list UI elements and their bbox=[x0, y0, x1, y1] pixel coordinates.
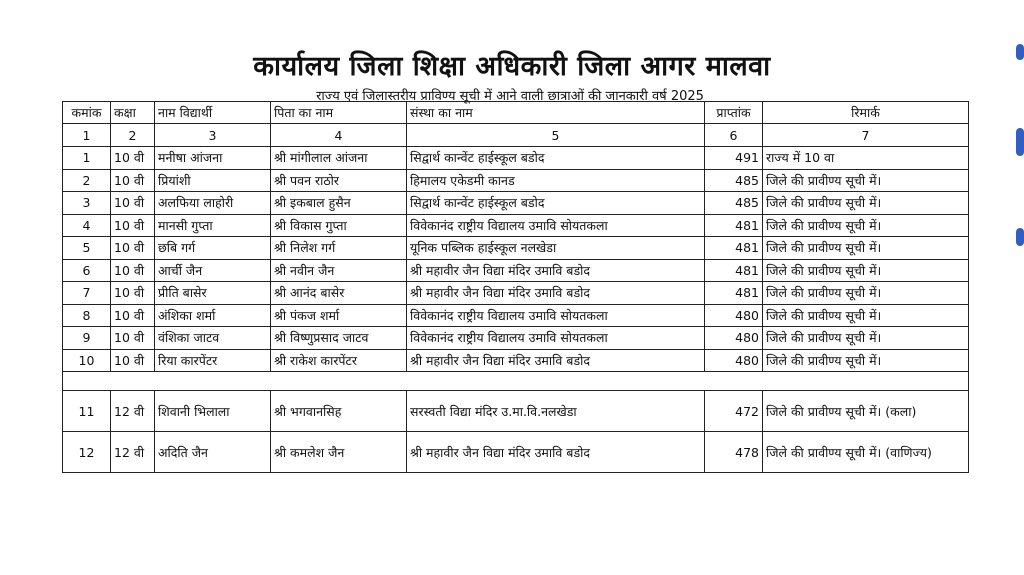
cell-student-name: मनीषा आंजना bbox=[155, 147, 271, 170]
cell-student-name: अलफिया लाहोरी bbox=[155, 192, 271, 215]
cell-class: 10 वी bbox=[111, 327, 155, 350]
table-row bbox=[63, 349, 969, 372]
cell-sno: 1 bbox=[63, 147, 111, 170]
cell-school-name: हिमालय एकेडमी कानड bbox=[407, 169, 705, 192]
cell-father-name: श्री कमलेश जैन bbox=[271, 432, 407, 473]
cell-remark: जिले की प्रावीण्य सूची में। bbox=[763, 237, 969, 260]
cell-school-name: श्री महावीर जैन विद्या मंदिर उमावि बडोद bbox=[407, 432, 705, 473]
column-number: 1 bbox=[63, 124, 111, 147]
table-row bbox=[63, 259, 969, 282]
cell-marks: 480 bbox=[705, 304, 763, 327]
cell-remark: जिले की प्रावीण्य सूची में। bbox=[763, 304, 969, 327]
cell-class: 10 वी bbox=[111, 214, 155, 237]
cell-student-name: रिया कारपेंटर bbox=[155, 349, 271, 372]
cell-student-name: आर्ची जैन bbox=[155, 259, 271, 282]
cell-student-name: छबि गर्ग bbox=[155, 237, 271, 260]
cell-remark: जिले की प्रावीण्य सूची में। bbox=[763, 214, 969, 237]
cell-marks: 485 bbox=[705, 169, 763, 192]
cell-father-name: श्री भगवानसिह bbox=[271, 391, 407, 432]
cell-marks: 485 bbox=[705, 192, 763, 215]
cell-school-name: सिद्वार्थ कान्वेंट हाईस्कूल बडोद bbox=[407, 192, 705, 215]
cell-remark: जिले की प्रावीण्य सूची में। bbox=[763, 169, 969, 192]
table-row bbox=[63, 282, 969, 305]
table-row bbox=[63, 391, 969, 432]
column-number-row bbox=[63, 124, 969, 147]
header-marks: प्राप्तांक bbox=[705, 102, 763, 124]
cell-sno: 4 bbox=[63, 214, 111, 237]
table-row bbox=[63, 237, 969, 260]
cell-school-name: यूनिक पब्लिक हाईस्कूल नलखेडा bbox=[407, 237, 705, 260]
cell-sno: 11 bbox=[63, 391, 111, 432]
cell-class: 10 वी bbox=[111, 147, 155, 170]
table-row bbox=[63, 432, 969, 473]
cell-remark: जिले की प्रावीण्य सूची में। bbox=[763, 259, 969, 282]
cell-school-name: श्री महावीर जैन विद्या मंदिर उमावि बडोद bbox=[407, 259, 705, 282]
cell-sno: 7 bbox=[63, 282, 111, 305]
cell-remark: जिले की प्रावीण्य सूची में। bbox=[763, 349, 969, 372]
cell-father-name: श्री आनंद बासेर bbox=[271, 282, 407, 305]
cell-class: 10 वी bbox=[111, 237, 155, 260]
edge-accent-mark bbox=[1016, 44, 1024, 60]
column-number: 3 bbox=[155, 124, 271, 147]
edge-accent-mark bbox=[1016, 228, 1024, 246]
cell-class: 10 वी bbox=[111, 259, 155, 282]
cell-school-name: श्री महावीर जैन विद्या मंदिर उमावि बडोद bbox=[407, 282, 705, 305]
cell-father-name: श्री इकबाल हुसैन bbox=[271, 192, 407, 215]
cell-marks: 491 bbox=[705, 147, 763, 170]
header-remark: रिमार्क bbox=[763, 102, 969, 124]
cell-sno: 3 bbox=[63, 192, 111, 215]
cell-remark: जिले की प्रावीण्य सूची में। bbox=[763, 282, 969, 305]
cell-father-name: श्री राकेश कारपेंटर bbox=[271, 349, 407, 372]
document-subtitle: राज्य एवं जिलास्तरीय प्राविण्य सूची में आने वाली छात्राओं की जानकारी वर्ष 2025 bbox=[316, 89, 704, 104]
cell-student-name: अंशिका शर्मा bbox=[155, 304, 271, 327]
header-row bbox=[63, 102, 969, 124]
cell-father-name: श्री मांगीलाल आंजना bbox=[271, 147, 407, 170]
merit-list-table bbox=[62, 101, 969, 473]
table-row bbox=[63, 304, 969, 327]
cell-marks: 481 bbox=[705, 282, 763, 305]
cell-class: 10 वी bbox=[111, 349, 155, 372]
cell-sno: 9 bbox=[63, 327, 111, 350]
column-number: 4 bbox=[271, 124, 407, 147]
cell-class: 10 वी bbox=[111, 192, 155, 215]
cell-remark: जिले की प्रावीण्य सूची में। bbox=[763, 192, 969, 215]
header-name: नाम विद्यार्थी bbox=[155, 102, 271, 124]
cell-student-name: प्रीति बासेर bbox=[155, 282, 271, 305]
cell-sno: 6 bbox=[63, 259, 111, 282]
cell-marks: 481 bbox=[705, 214, 763, 237]
cell-school-name: सिद्वार्थ कान्वेंट हाईस्कूल बडोद bbox=[407, 147, 705, 170]
cell-marks: 478 bbox=[705, 432, 763, 473]
cell-student-name: अदिति जैन bbox=[155, 432, 271, 473]
column-number: 2 bbox=[111, 124, 155, 147]
cell-marks: 480 bbox=[705, 327, 763, 350]
cell-sno: 12 bbox=[63, 432, 111, 473]
cell-father-name: श्री पवन राठोर bbox=[271, 169, 407, 192]
table-row bbox=[63, 214, 969, 237]
cell-school-name: सरस्वती विद्या मंदिर उ.मा.वि.नलखेडा bbox=[407, 391, 705, 432]
cell-student-name: प्रियांशी bbox=[155, 169, 271, 192]
column-number: 7 bbox=[763, 124, 969, 147]
cell-sno: 10 bbox=[63, 349, 111, 372]
cell-marks: 481 bbox=[705, 259, 763, 282]
cell-father-name: श्री नवीन जैन bbox=[271, 259, 407, 282]
cell-school-name: श्री महावीर जैन विद्या मंदिर उमावि बडोद bbox=[407, 349, 705, 372]
column-number: 6 bbox=[705, 124, 763, 147]
table-row bbox=[63, 147, 969, 170]
cell-remark: जिले की प्रावीण्य सूची में। bbox=[763, 327, 969, 350]
header-sno: कमांक bbox=[63, 102, 111, 124]
cell-sno: 2 bbox=[63, 169, 111, 192]
cell-father-name: श्री निलेश गर्ग bbox=[271, 237, 407, 260]
table-row bbox=[63, 169, 969, 192]
cell-father-name: श्री विष्णुप्रसाद जाटव bbox=[271, 327, 407, 350]
cell-sno: 5 bbox=[63, 237, 111, 260]
cell-school-name: विवेकानंद राष्ट्रीय विद्यालय उमावि सोयतकला bbox=[407, 214, 705, 237]
gap-cell bbox=[63, 372, 969, 391]
header-class: कक्षा bbox=[111, 102, 155, 124]
table-row bbox=[63, 192, 969, 215]
cell-sno: 8 bbox=[63, 304, 111, 327]
cell-student-name: वंशिका जाटव bbox=[155, 327, 271, 350]
cell-class: 10 वी bbox=[111, 282, 155, 305]
column-number: 5 bbox=[407, 124, 705, 147]
cell-class: 12 वी bbox=[111, 391, 155, 432]
cell-class: 10 वी bbox=[111, 304, 155, 327]
cell-class: 12 वी bbox=[111, 432, 155, 473]
edge-accent-mark bbox=[1016, 128, 1024, 156]
cell-student-name: शिवानी भिलाला bbox=[155, 391, 271, 432]
cell-father-name: श्री विकास गुप्ता bbox=[271, 214, 407, 237]
cell-school-name: विवेकानंद राष्ट्रीय विद्यालय उमावि सोयतकला bbox=[407, 327, 705, 350]
cell-remark: राज्य में 10 वा bbox=[763, 147, 969, 170]
cell-marks: 472 bbox=[705, 391, 763, 432]
cell-father-name: श्री पंकज शर्मा bbox=[271, 304, 407, 327]
cell-marks: 481 bbox=[705, 237, 763, 260]
cell-marks: 480 bbox=[705, 349, 763, 372]
header-father: पिता का नाम bbox=[271, 102, 407, 124]
section-gap-row bbox=[63, 372, 969, 391]
document-title: कार्यालय जिला शिक्षा अधिकारी जिला आगर मालवा bbox=[253, 51, 771, 82]
cell-school-name: विवेकानंद राष्ट्रीय विद्यालय उमावि सोयतकला bbox=[407, 304, 705, 327]
cell-remark: जिले की प्रावीण्य सूची में। (वाणिज्य) bbox=[763, 432, 969, 473]
cell-class: 10 वी bbox=[111, 169, 155, 192]
table-row bbox=[63, 327, 969, 350]
cell-remark: जिले की प्रावीण्य सूची में। (कला) bbox=[763, 391, 969, 432]
cell-student-name: मानसी गुप्ता bbox=[155, 214, 271, 237]
header-school: संस्था का नाम bbox=[407, 102, 705, 124]
